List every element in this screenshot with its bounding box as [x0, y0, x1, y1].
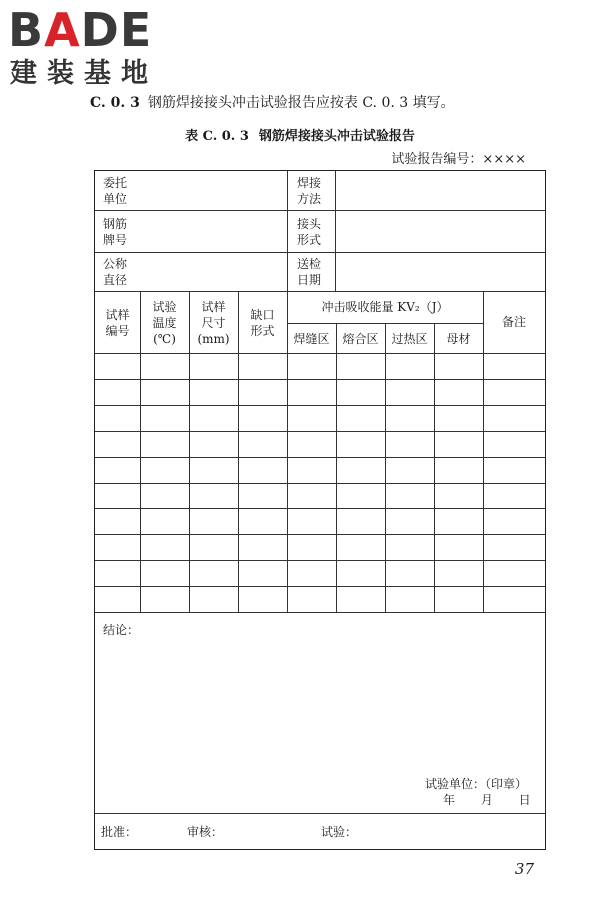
joint-form-label: 接头 形式: [297, 217, 322, 247]
client-unit-field[interactable]: [141, 171, 287, 210]
nominal-diameter-label: 公称 直径: [103, 257, 128, 287]
table-row[interactable]: [95, 508, 545, 534]
intro-sentence: [90, 94, 455, 112]
table-row[interactable]: [95, 534, 545, 560]
row-divider: [95, 291, 545, 292]
column-divider: [336, 323, 337, 612]
conclusion-field[interactable]: [95, 613, 545, 763]
remarks-header: 备注: [501, 315, 526, 329]
clause-number: C. 0. 3: [90, 95, 140, 111]
overheat-zone-header: 过热区: [391, 332, 428, 346]
table-title: [0, 125, 600, 144]
client-unit-label: 委托 单位: [103, 176, 128, 206]
table-row[interactable]: [95, 483, 545, 509]
column-divider: [238, 291, 239, 612]
column-divider: [385, 323, 386, 612]
clause-text: 钢筋焊接接头冲击试验报告应按表 C. 0. 3 填写。: [147, 95, 455, 111]
test-unit-seal: 试验单位：（印章）: [425, 777, 528, 791]
specimen-no-header: 试样 编号: [105, 308, 130, 338]
table-row[interactable]: [95, 405, 545, 431]
table-row[interactable]: [95, 560, 545, 586]
table-title-text: 钢筋焊接接头冲击试验报告: [258, 129, 415, 144]
rebar-grade-label: 钢筋 牌号: [103, 217, 128, 247]
nominal-diameter-field[interactable]: [141, 253, 287, 291]
table-row[interactable]: [95, 431, 545, 457]
conclusion-label: 结论：: [103, 623, 140, 637]
table-row[interactable]: [95, 353, 545, 379]
logo-chinese-text: 建装基地: [10, 58, 158, 89]
date-line: 年 月 日: [443, 793, 531, 807]
report-number: 试验报告编号：××××: [391, 152, 526, 167]
column-divider: [483, 291, 484, 612]
page-number: 37: [514, 860, 534, 878]
approve-label: 批准：: [101, 825, 138, 839]
weld-method-label: 焊接 方法: [297, 176, 322, 206]
submit-date-label: 送检 日期: [297, 257, 322, 287]
notch-form-header: 缺口 形式: [250, 308, 275, 338]
column-divider: [287, 171, 288, 291]
weld-zone-header: 焊缝区: [293, 332, 330, 346]
submit-date-field[interactable]: [336, 253, 545, 291]
table-row[interactable]: [95, 379, 545, 405]
base-metal-header: 母材: [446, 332, 471, 346]
test-temperature-header: 试验 温度 (℃): [152, 300, 177, 346]
logo-wordmark: BADE: [8, 3, 153, 57]
review-label: 审核：: [187, 825, 224, 839]
row-divider: [95, 813, 545, 814]
specimen-size-header: 试样 尺寸 (mm): [197, 300, 230, 346]
fusion-zone-header: 熔合区: [342, 332, 379, 346]
table-number: 表 C. 0. 3: [185, 129, 249, 144]
table-row[interactable]: [95, 457, 545, 483]
impact-test-report-form: [94, 170, 546, 850]
column-divider: [434, 323, 435, 612]
table-row[interactable]: [95, 586, 545, 612]
test-label: 试验：: [321, 825, 358, 839]
rebar-grade-field[interactable]: [141, 211, 287, 252]
weld-method-field[interactable]: [336, 171, 545, 210]
bade-logo: [6, 4, 186, 94]
impact-energy-header: 冲击吸收能量 KV₂（J）: [321, 300, 449, 314]
joint-form-field[interactable]: [336, 211, 545, 252]
